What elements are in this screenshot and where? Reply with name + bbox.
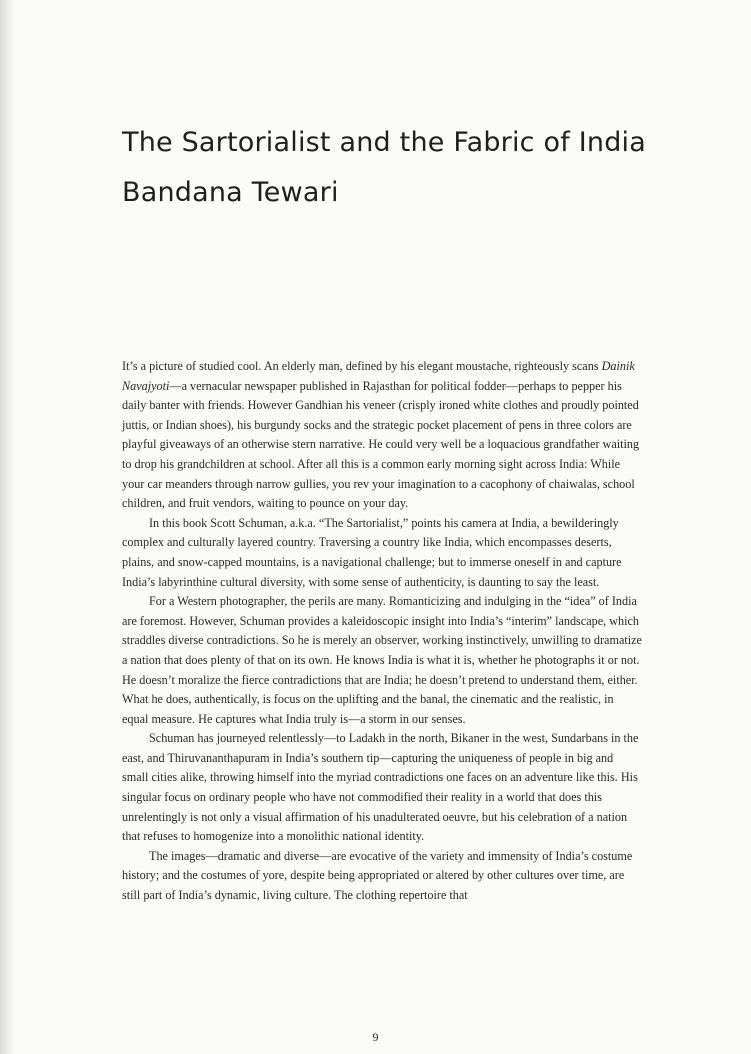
paragraph-5: The images—dramatic and diverse—are evocative of the variety and immensity of India’s costume history; and the costumes of yore, despite being appropriated or altered by other cultures over time, are still part of India’s dynamic, living culture. The clothing repertoire that: [122, 848, 633, 903]
chapter-heading: [122, 118, 682, 218]
paragraph-1-start: It’s a picture of studied cool. An elderly man, defined by his elegant moustache, righteously scans: [122, 359, 602, 373]
chapter-title: The Sartorialist and the Fabric of India: [122, 127, 646, 158]
paragraph-3: For a Western photographer, the perils are many. Romanticizing and indulging in the “idea” of India are foremost. However, Schuman provides a kaleidoscopic insight into India’s “interim” landscape, which straddles diverse contradictions. So he is merely an observer, working instinctively, unwilling to dramatize a nation that does plenty of that on its own. He knows India is what it is, whether he photographs it or not. He doesn’t moralize the fierce contradictions that are India; he doesn’t pretend to understand them, either. What he does, authentically, is focus on the uplifting and the banal, the cinematic and the realistic, in equal measure. He captures what India truly is—a storm in our senses.: [122, 594, 642, 726]
newspaper-title: Dainik Navajyoti: [122, 359, 635, 393]
paragraph-2: In this book Scott Schuman, a.k.a. “The Sartorialist,” points his camera at India, a bewilderingly complex and culturally layered country. Traversing a country like India, which encompasses deserts, plains, and snow-capped mountains, is a navigational challenge; but to immerse oneself in and capture India’s labyrinthine cultural diversity, with some sense of authenticity, is daunting to say the least.: [122, 515, 622, 589]
chapter-author: Bandana Tewari: [122, 177, 339, 208]
page-gutter-shadow: [0, 0, 14, 1054]
page-number: 9: [372, 1030, 379, 1044]
paragraph-4: Schuman has journeyed relentlessly—to Ladakh in the north, Bikaner in the west, Sundarbans in the east, and Thiruvananthapuram in India’s southern tip—capturing the uniqueness of people in big and small cities alike, throwing himself into the myriad contradictions one faces on an adventure like this. His singular focus on ordinary people who have not commodified their reality in a world that does this unrelentingly is not only a visual affirmation of his unadulterated oeuvre, but his celebration of a nation that refuses to homogenize into a monolithic national identity.: [122, 731, 639, 844]
paragraph-1: [122, 357, 642, 514]
paragraph-1-end: —a vernacular newspaper published in Rajasthan for political fodder—perhaps to pepper his daily banter with friends. However Gandhian his veneer (crisply ironed white clothes and proudly pointed juttis, or Indian shoes), his burgundy socks and the strategic pocket placement of pens in three colors are playful giveaways of an otherwise stern narrative. He could very well be a loquacious grandfather waiting to drop his grandchildren at school. After all this is a common early morning sight across India: While your car meanders through narrow gullies, you rev your imagination to a cacophony of chaiwalas, school children, and fruit vendors, waiting to pounce on your day.: [122, 378, 640, 511]
body-text: [122, 357, 642, 906]
